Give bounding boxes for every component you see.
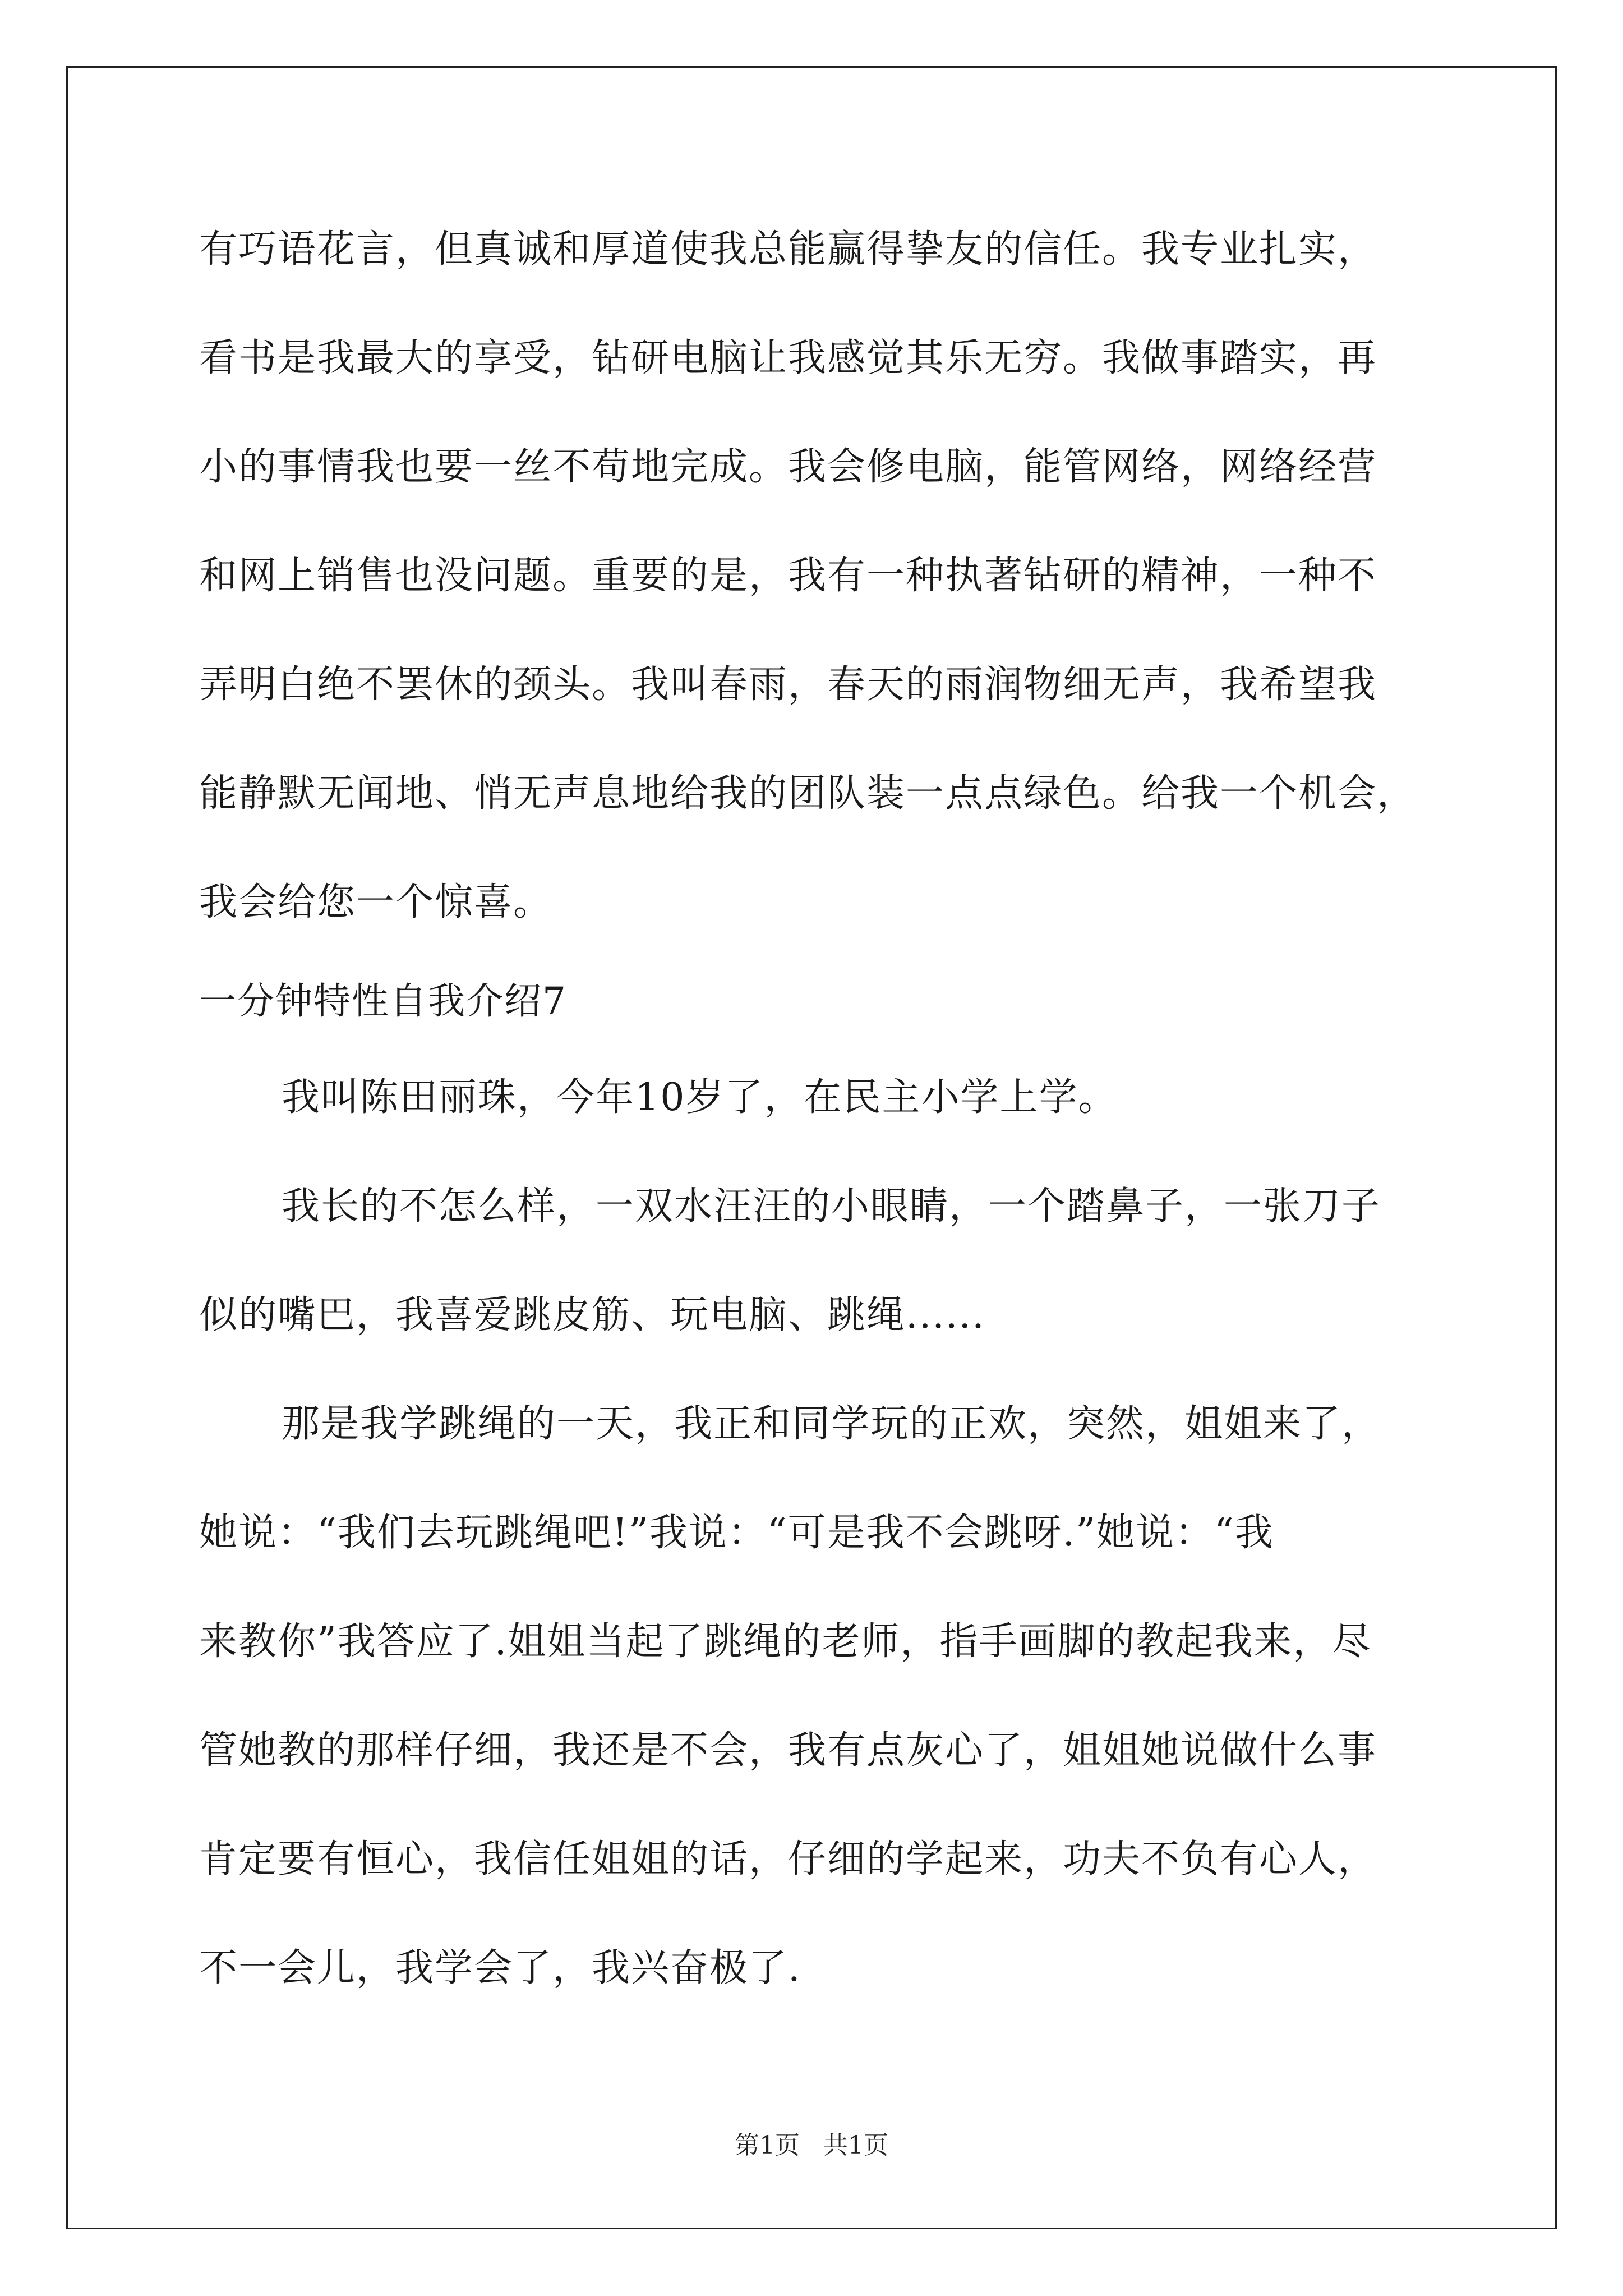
text-line: 来教你”我答应了.姐姐当起了跳绳的老师，指手画脚的教起我来，尽 bbox=[199, 1619, 1372, 1664]
page-footer: 第1页 共1页 bbox=[735, 2131, 888, 2160]
text-line: 看书是我最大的享受，钻研电脑让我感觉其乐无穷。我做事踏实，再 bbox=[199, 336, 1377, 380]
text-line: 我长的不怎么样，一双水汪汪的小眼睛，一个踏鼻子，一张刀子 bbox=[282, 1184, 1381, 1228]
text-line: 肯定要有恒心，我信任姐姐的话，仔细的学起来，功夫不负有心人， bbox=[199, 1837, 1377, 1881]
text-line: 能静默无闻地、悄无声息地给我的团队装一点点绿色。给我一个机会， bbox=[199, 771, 1417, 816]
text-line: 有巧语花言，但真诚和厚道使我总能赢得挚友的信任。我专业扎实， bbox=[199, 227, 1377, 272]
text-line: 不一会儿，我学会了，我兴奋极了. bbox=[199, 1946, 801, 1990]
section-heading: 一分钟特性自我介绍7 bbox=[199, 979, 567, 1023]
text-line: 那是我学跳绳的一天，我正和同学玩的正欢，突然，姐姐来了， bbox=[282, 1402, 1381, 1446]
text-line: 似的嘴巴，我喜爱跳皮筋、玩电脑、跳绳...... bbox=[199, 1293, 985, 1337]
text-line: 管她教的那样仔细，我还是不会，我有点灰心了，姐姐她说做什么事 bbox=[199, 1728, 1377, 1773]
text-line: 我会给您一个惊喜。 bbox=[199, 880, 553, 924]
text-line: 弄明白绝不罢休的颈头。我叫春雨，春天的雨润物细无声，我希望我 bbox=[199, 662, 1377, 707]
text-line: 我叫陈田丽珠，今年10岁了，在民主小学上学。 bbox=[282, 1075, 1118, 1120]
page-border bbox=[66, 66, 1557, 2229]
text-line: 小的事情我也要一丝不苟地完成。我会修电脑，能管网络，网络经营 bbox=[199, 445, 1377, 489]
text-line: 她说：“我们去玩跳绳吧!”我说：“可是我不会跳呀.”她说：“我 bbox=[199, 1511, 1274, 1555]
text-line: 和网上销售也没问题。重要的是，我有一种执著钻研的精神，一种不 bbox=[199, 554, 1377, 598]
